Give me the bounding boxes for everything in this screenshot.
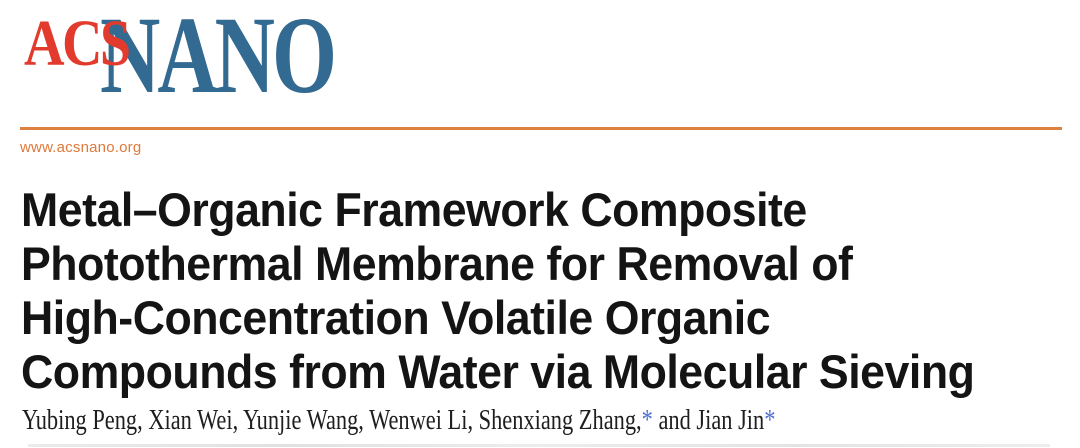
journal-url-link[interactable]: www.acsnano.org bbox=[20, 139, 142, 156]
logo-nano-text: NANO bbox=[100, 0, 334, 116]
acs-nano-logo bbox=[0, 0, 380, 116]
corresponding-author-star-2: * bbox=[764, 405, 776, 436]
cropped-next-line-artifact bbox=[28, 444, 1050, 447]
corresponding-author-star-1: * bbox=[641, 405, 653, 436]
title-line-3: High-Concentration Volatile Organic bbox=[21, 291, 771, 344]
masthead-divider-rule bbox=[20, 127, 1062, 130]
author-names: Yubing Peng, Xian Wei, Yunjie Wang, Wenwei Li, Shenxiang Zhang, bbox=[22, 405, 642, 436]
logo-acs-text: ACS bbox=[24, 7, 129, 80]
article-title bbox=[21, 183, 1025, 399]
title-line-2: Photothermal Membrane for Removal of bbox=[21, 237, 853, 290]
title-line-4: Compounds from Water via Molecular Sieving bbox=[21, 345, 975, 398]
author-names-continued: and Jian Jin bbox=[652, 405, 765, 436]
author-list bbox=[22, 403, 775, 439]
title-line-1: Metal–Organic Framework Composite bbox=[21, 183, 807, 236]
